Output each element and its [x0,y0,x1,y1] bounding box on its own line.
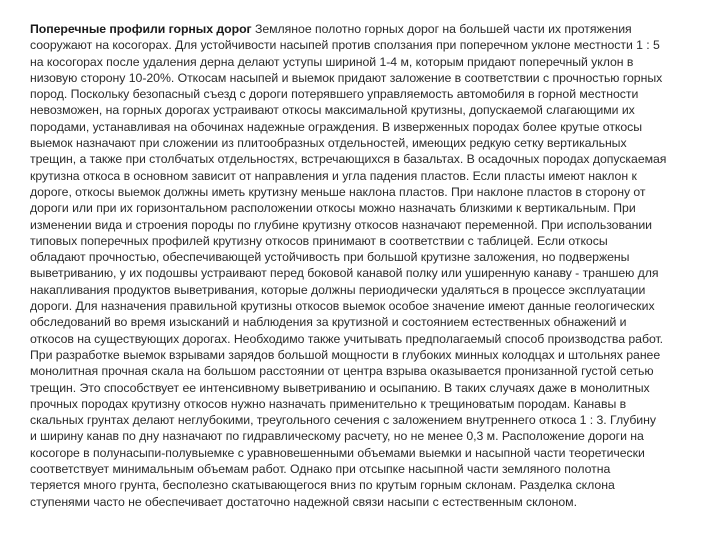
text-line: на косогорах после удаления дерна делают уступы шириной 1-4 м, которым придают поперечный уклон в [30,54,634,69]
text-line: крутизна откоса в основном зависит от направления и угла падения пластов. Если пласты имеют наклон к [30,168,637,183]
text-line: обследований во время изысканий и наблюдения за крутизной и состоянием естественных обнажений и [30,315,627,330]
document-body [30,21,696,510]
text-line: соответствует минимальным объемам работ. Однако при отсыпке насыпной части земляного полотна [30,462,611,477]
text-line: трещин, а также при столбчатых отдельностях, встречающихся в базальтах. В осадочных породах допускаемая [30,152,667,167]
text-line: сооружают на косогорах. Для устойчивости насыпей против сползания при поперечном уклоне местности 1 : 5 [30,38,660,53]
text-line: При разработке выемок взрывами зарядов большой мощности в глубоких минных колодцах и штольнях ранее [30,347,661,362]
text-line: теряется много грунта, бесполезно скатывающегося вниз по крутым горным склонам. Разделка склона [30,478,615,493]
text-line: обладают прочностью, обеспечивающей устойчивость при большой крутизне заложения, но подвержены [30,250,630,265]
text-line: трещин. Это способствует ее интенсивному выветриванию и осыпанию. В таких случаях даже в монолитных [30,380,650,395]
text-line: выветриванию, у их подошвы устраивают перед боковой канавой полку или уширенную канаву - траншею для [30,266,659,281]
text-line-1 [30,21,696,37]
text-line: невозможен, на горных дорогах устраивают откосы максимальной крутизны, допускаемой слагающими их [30,103,635,118]
text-line: скальных грунтах делают неглубокими, треугольного сечения с заложением внутреннего откоса 1 : 3. Глубину [30,413,656,428]
text-line: изменении вида и строения породы по глубине крутизну откосов назначают переменной. При использовании [30,217,652,232]
text-line: выемок назначают при сложении из плитообразных отдельностей, имеющих редкую сетку вертикальных [30,136,627,151]
text-line: дороги. Для назначения правильной крутизны откосов выемок особое значение имеют данные геологических [30,299,655,314]
text-line: прочных породах крутизну откосов нужно назначать применительно к трещиноватым породам. Канавы в [30,396,627,411]
text-line: пород. Поскольку безопасный съезд с дороги потерявшего управляемость автомобиля в горной местности [30,87,639,102]
text-line: ступенями часто не обеспечивает достаточно надежной связи насыпи с естественным склоном. [30,494,577,509]
text-line: откосов на существующих дорогах. Необходимо также учитывать предполагаемый способ производства работ. [30,331,664,346]
text-line: типовых поперечных профилей крутизну откосов принимают в соответствии с таблицей. Если откосы [30,233,608,248]
text-line: породами, устанавливая на обочинах надежные ограждения. В изверженных породах более крутые откосы [30,119,643,134]
text-line: дороге, откосы выемок должны иметь крутизну меньше наклона пластов. При наклоне пластов в сторону от [30,184,646,199]
first-line-text: Земляное полотно горных дорог на большей части их протяжения [251,22,632,36]
text-line: дороги или при их горизонтальном расположении откосы можно назначать близкими к вертикальным. При [30,201,636,216]
text-line: низовую сторону 10-20%. Откосам насыпей и выемок придают заложение в соответствии с прочностью горных [30,70,663,85]
text-line: и ширину канав по дну назначают по гидравлическому расчету, но не менее 0,3 м. Расположение дороги на [30,429,644,444]
text-line: монолитная прочная скала на большом расстоянии от центра взрыва оказывается пронизанной густой сетью [30,364,654,379]
document-heading: Поперечные профили горных дорог [30,22,252,36]
text-line: накапливания продуктов выветривания, которые должны периодически удаляться в процессе эксплуатации [30,282,646,297]
text-line: косогоре в полунасыпи-полувыемке с уравновешенными объемами выемки и насыпной части теоретически [30,445,645,460]
